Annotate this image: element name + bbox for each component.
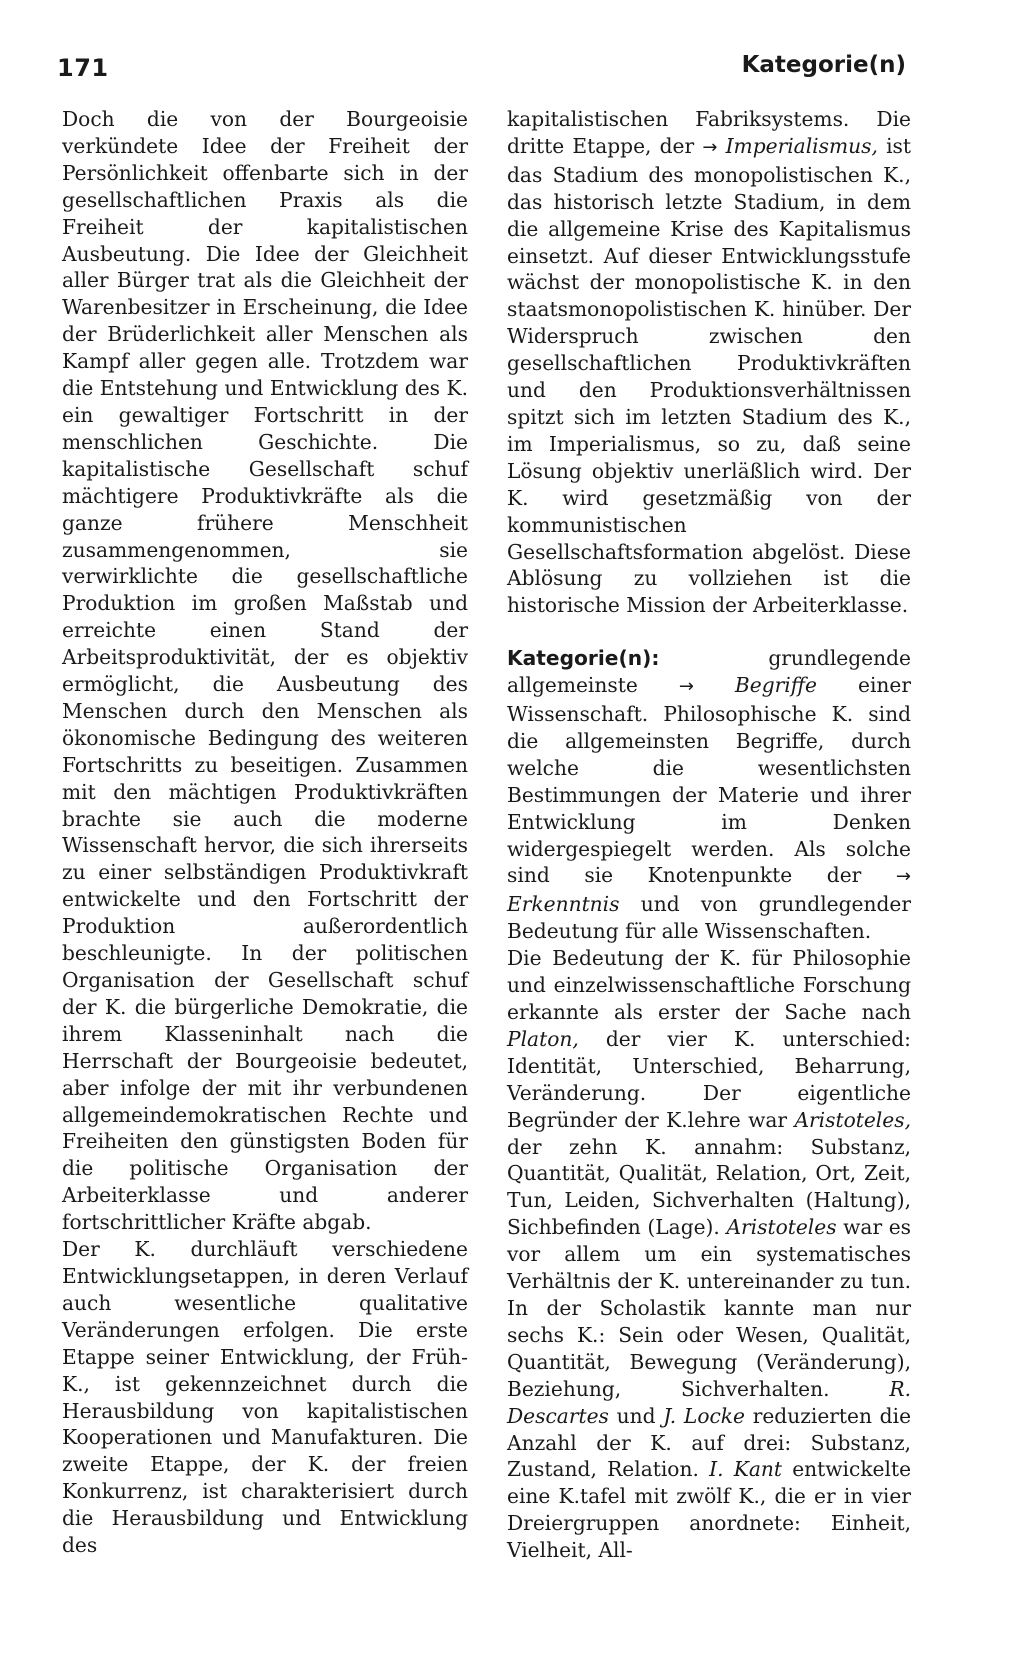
cross-reference-erkenntnis: Erkenntnis <box>507 892 620 917</box>
name-aristoteles: Aristoteles, <box>794 1107 911 1132</box>
text-run: einer Wissenschaft. Philosophische K. sind die allgemeinsten Begriffe, durch welche die wesentlichsten Bestimmungen der Materie und ihrer Entwicklung im Denken widergespiegelt werden. Als solche sind sie Knotenpunkte der <box>507 673 912 888</box>
entry-kategorie-definition <box>507 645 911 945</box>
text-run: entwickelte eine K.tafel mit zwölf K., die er in vier Dreiergruppen anordnete: Einheit, Vielheit, All- <box>507 1457 912 1563</box>
cross-reference-arrow-icon: → <box>702 136 718 158</box>
text-run: und <box>616 1403 656 1428</box>
text-run: ist das Stadium des monopolistischen K., das historisch letzte Stadium, in dem die allgemeine Krise des Kapitalismus einsetzt. Auf dieser Entwicklungsstufe wächst der monopolistische K. in den staatsmonopolistischen K. hinüber. Der Widerspruch zwischen den gesellschaftlichen Produktivkräften und den Produktionsverhältnissen spitzt sich im letzten Stadium des K., im Imperialismus, so zu, daß seine Lösung objektiv unerläßlich wird. Der K. wird gesetzmäßig von der kommunistischen Gesellschaftsformation abgelöst. Diese Ablösung zu vollziehen ist die historische Mission der Arbeiterklasse. <box>507 133 912 618</box>
cross-reference-begriffe: Begriffe <box>734 673 817 698</box>
name-locke: J. Locke <box>663 1403 745 1428</box>
name-aristoteles: Aristoteles <box>726 1215 837 1240</box>
text-run: und von grundlegender Bedeutung für alle Wissenschaften. <box>507 892 911 944</box>
right-paragraph-1 <box>507 106 911 619</box>
cross-reference-arrow-icon: → <box>678 676 694 698</box>
entry-kategorie-history <box>507 945 911 1564</box>
running-head: Kategorie(n) <box>741 52 906 78</box>
left-paragraph-1: Doch die von der Bourgeoisie verkündete Idee der Freiheit der Persönlichkeit offenbarte sich in der gesellschaftlichen Praxis als die Freiheit der kapitalistischen Ausbeutung. Die Idee der Gleichheit aller Bürger trat als die Gleichheit der Warenbesitzer in Erscheinung, die Idee der Brüderlichkeit aller Menschen als Kampf aller gegen alle. Trotzdem war die Entstehung und Entwicklung des K. ein gewaltiger Fortschritt in der menschlichen Geschichte. Die kapitalistische Gesellschaft schuf mächtigere Produktivkräfte als die ganze frühere Menschheit zusammengenommen, sie verwirklichte die gesellschaftliche Produktion im großen Maßstab und erreichte einen Stand der Arbeitsproduktivität, der es objektiv ermöglicht, die Ausbeutung des Menschen durch den Menschen als ökonomische Bedingung des weiteren Fortschritts zu beseitigen. Zusammen mit den mächtigen Produktivkräften brachte sie auch die moderne Wissenschaft hervor, die sich ihrerseits zu einer selbständigen Produktivkraft entwickelte und den Fortschritt der Produktion außerordentlich beschleunigte. In der politischen Organisation der Gesellschaft schuf der K. die bürgerliche Demokratie, die ihrem Klasseninhalt nach die Herrschaft der Bourgeoisie bedeutet, aber infolge der mit ihr verbundenen allgemeindemokratischen Rechte und Freiheiten den günstigsten Boden für die politische Organisation der Arbeiterklasse und anderer fortschrittlicher Kräfte abgab. <box>62 107 468 1235</box>
text-run: war es vor allem um ein systematisches Verhältnis der K. untereinander zu tun. In der Scholastik kannte man nur sechs K.: Sein oder Wesen, Qualität, Quantität, Bewegung (Veränderung), Beziehung, Sichverhalten. <box>507 1215 911 1401</box>
name-kant: I. Kant <box>709 1457 782 1482</box>
page-number: 171 <box>57 54 109 82</box>
left-column <box>62 106 468 1559</box>
text-run: Die Bedeutung der K. für Philosophie und einzelwissenschaftliche Forschung erkannte als erster der Sache nach <box>507 946 911 1024</box>
name-descartes: R. Descartes <box>507 1376 912 1428</box>
left-paragraph-2: Der K. durchläuft verschiedene Entwicklungsetappen, in deren Verlauf auch wesentliche qualitative Veränderungen erfolgen. Die erste Etappe seiner Entwicklung, der Früh-K., ist gekennzeichnet durch die Herausbildung von kapitalistischen Kooperationen und Manufakturen. Die zweite Etappe, der K. der freien Konkurrenz, ist charakterisiert durch die Herausbildung und Entwicklung des <box>62 1237 468 1558</box>
text-run: kapitalistischen Fabriksystems. Die dritte Etappe, der <box>507 107 911 158</box>
right-column <box>507 106 911 1564</box>
text-run: grundlegende allgemeinste <box>507 646 911 698</box>
cross-reference-arrow-icon: → <box>895 866 911 888</box>
text-run: reduzierten die Anzahl der K. auf drei: Substanz, Zustand, Relation. <box>507 1403 912 1482</box>
cross-reference-imperialismus: Imperialismus, <box>725 133 878 158</box>
name-platon: Platon, <box>507 1026 579 1051</box>
entry-headword: Kategorie(n): <box>507 646 660 671</box>
text-run: der vier K. unterschied: Identität, Unterschied, Beharrung, Veränderung. Der eigentliche Begründer der K.lehre war <box>507 1026 911 1132</box>
text-run: der zehn K. annahm: Substanz, Quantität, Qualität, Relation, Ort, Zeit, Tun, Leiden, Sichverhalten (Haltung), Sichbefinden (Lage). <box>507 1134 911 1240</box>
